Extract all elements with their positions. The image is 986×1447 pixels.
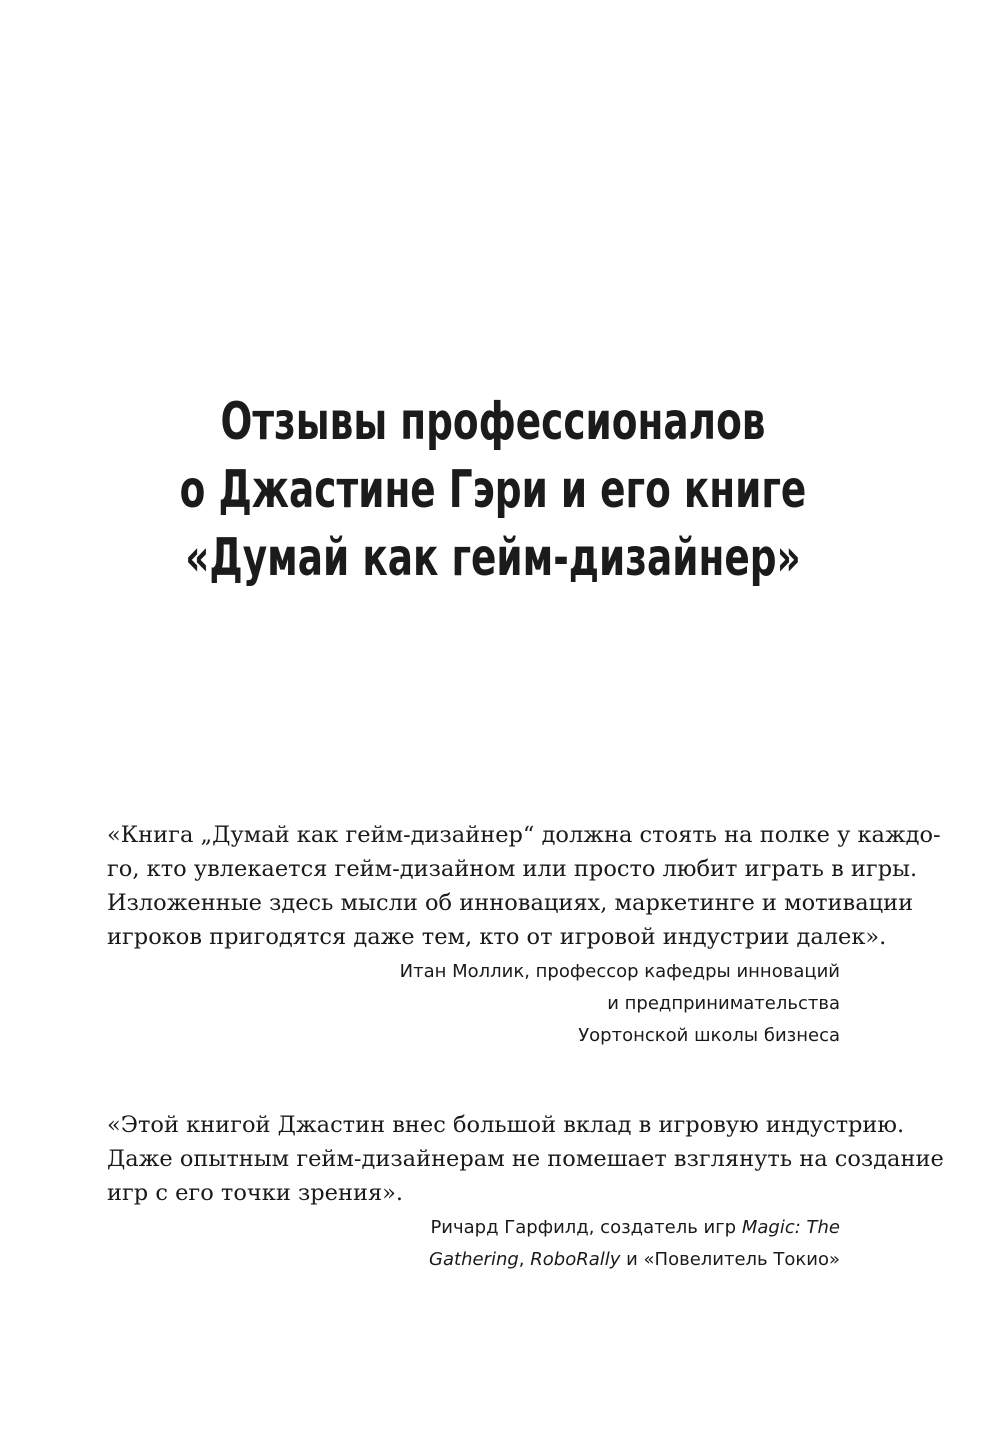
attribution-line: Уортонской школы бизнеса: [578, 1025, 840, 1046]
attribution-line: Итан Моллик, профессор кафедры инноваций: [399, 961, 840, 982]
testimonial-mollick: [107, 818, 941, 1052]
title-line-3: «Думай как гейм-дизайнер»: [185, 528, 801, 588]
attribution-text: ,: [518, 1249, 531, 1270]
game-title: Gathering: [429, 1249, 519, 1270]
testimonial-quote: [107, 1108, 944, 1210]
attribution-line: и предпринимательства: [607, 993, 840, 1014]
quote-line: Изложенные здесь мысли об инновациях, маркетинге и мотивации: [107, 890, 914, 916]
attribution-text: Ричард Гарфилд, создатель игр: [430, 1217, 742, 1238]
attribution-text: и «Повелитель Токио»: [620, 1249, 840, 1270]
testimonial-attribution: [107, 956, 840, 1052]
quote-line: игроков пригодятся даже тем, кто от игровой индустрии далек».: [107, 924, 887, 950]
quote-line: игр с его точки зрения».: [107, 1180, 404, 1206]
testimonial-garfield: [107, 1108, 944, 1276]
quote-line: «Этой книгой Джастин внес большой вклад в игровую индустрию.: [107, 1112, 905, 1138]
title-line-2: о Джастине Гэри и его книге: [179, 460, 807, 520]
quote-line: «Книга „Думай как гейм-дизайнер“ должна стоять на полке у каждо-: [107, 822, 941, 848]
attribution-line: [107, 1212, 840, 1244]
game-title: Magic: The: [741, 1217, 840, 1238]
quote-line: го, кто увлекается гейм-дизайном или просто любит играть в игры.: [107, 856, 918, 882]
game-title: RoboRally: [530, 1249, 621, 1270]
attribution-line: [107, 1244, 840, 1276]
title-line-1: Отзывы профессионалов: [220, 392, 766, 452]
testimonial-attribution: [107, 1212, 840, 1276]
testimonial-quote: [107, 818, 941, 954]
quote-line: Даже опытным гейм-дизайнерам не помешает взглянуть на создание: [107, 1146, 944, 1172]
page-title: [138, 388, 848, 592]
